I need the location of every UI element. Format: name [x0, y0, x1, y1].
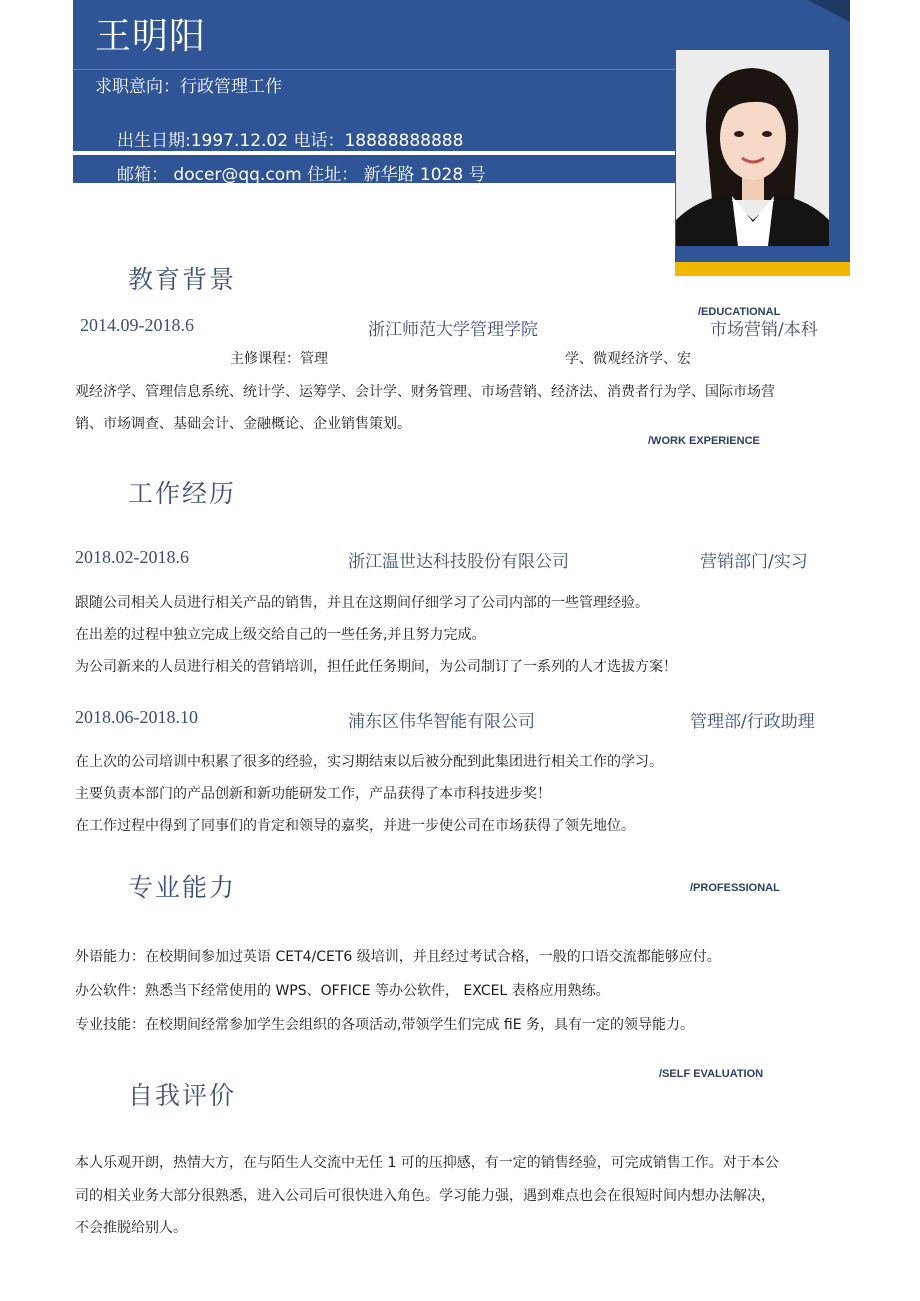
self-line-3: 不会推脱给别人。 — [75, 1220, 187, 1236]
job-2-line-3: 在工作过程中得到了同事们的肯定和领导的嘉奖，并进一步使公司在市场获得了领先地位。 — [75, 818, 635, 834]
candidate-name: 王明阳 — [95, 16, 207, 57]
course-tail: 学、微观经济学、宏 — [565, 351, 691, 367]
self-line-1: 本人乐观开朗，热情大方，在与陌生人交流中无任 1 可的压抑感，有一定的销售经验，可完成销售工作。对于本公 — [75, 1155, 779, 1171]
self-tag: /SELF EVALUATION — [659, 1068, 764, 1080]
job-2-date: 2018.06-2018.10 — [75, 707, 198, 727]
skills-title: 专业能力 — [128, 873, 237, 902]
education-tag: /EDUCATIONAL — [698, 306, 781, 318]
job-2-line-1: 在上次的公司培训中积累了很多的经验，实习期结束以后被分配到此集团进行相关工作的学习。 — [75, 754, 663, 770]
education-major: 市场营销/本科 — [710, 320, 818, 340]
course-label: 主修课程：管理 — [230, 351, 328, 367]
job-1-role: 营销部门/实习 — [700, 552, 808, 572]
email-address-line: 邮箱： docer@qq.com 住址： 新华路 1028 号 — [117, 165, 486, 185]
course-line-3: 销、市场调查、基础会计、金融概论、企业销售策划。 — [75, 416, 411, 432]
job-2-company: 浦东区伟华智能有限公司 — [348, 712, 535, 732]
birth-phone-line: 出生日期:1997.12.02 电话：18888888888 — [117, 131, 464, 151]
skills-line-2: 办公软件：熟悉当下经常使用的 WPS、OFFICE 等办公软件， EXCEL 表格应用熟练。 — [75, 983, 610, 999]
job-intent: 求职意向：行政管理工作 — [95, 77, 282, 97]
skills-tag: /PROFESSIONAL — [690, 882, 780, 894]
job-1-line-3: 为公司新来的人员进行相关的营销培训，担任此任务期间，为公司制订了一系列的人才选拔方案！ — [75, 659, 677, 675]
education-date: 2014.09-2018.6 — [80, 315, 194, 335]
job-2-line-2: 主要负责本部门的产品创新和新功能研发工作，产品获得了本市科技进步奖！ — [75, 786, 551, 802]
education-school: 浙江师范大学管理学院 — [368, 320, 538, 340]
self-line-2: 司的相关业务大部分很熟悉，进入公司后可很快进入角色。学习能力强，遇到难点也会在很短时间内想办法解决， — [75, 1188, 775, 1204]
education-title: 教育背景 — [128, 265, 237, 294]
skills-line-1: 外语能力：在校期间参加过英语 CET4/CET6 级培训，并且经过考试合格，一般的口语交流都能够应付。 — [75, 949, 721, 965]
gold-accent-bar — [675, 262, 850, 276]
skills-line-3: 专业技能：在校期间经常参加学生会组织的各项活动,带领学生们完成 fiE 务，具有一定的领导能力。 — [75, 1017, 695, 1033]
job-2-role: 管理部/行政助理 — [690, 712, 815, 732]
work-title: 工作经历 — [128, 479, 237, 508]
work-tag: /WORK EXPERIENCE — [648, 435, 760, 447]
job-1-date: 2018.02-2018.6 — [75, 547, 189, 567]
profile-photo — [676, 50, 829, 246]
job-1-line-2: 在出差的过程中独立完成上级交给自己的一些任务,并且努力完成。 — [75, 627, 486, 643]
self-title: 自我评价 — [128, 1081, 237, 1110]
job-1-company: 浙江温世达科技股份有限公司 — [348, 552, 569, 572]
course-line-2: 观经济学、管理信息系统、统计学、运筹学、会计学、财务管理、市场营销、经济法、消费者行为学、国际市场营 — [75, 384, 775, 400]
job-1-line-1: 跟随公司相关人员进行相关产品的销售，并且在这期间仔细学习了公司内部的一些管理经验。 — [75, 595, 649, 611]
